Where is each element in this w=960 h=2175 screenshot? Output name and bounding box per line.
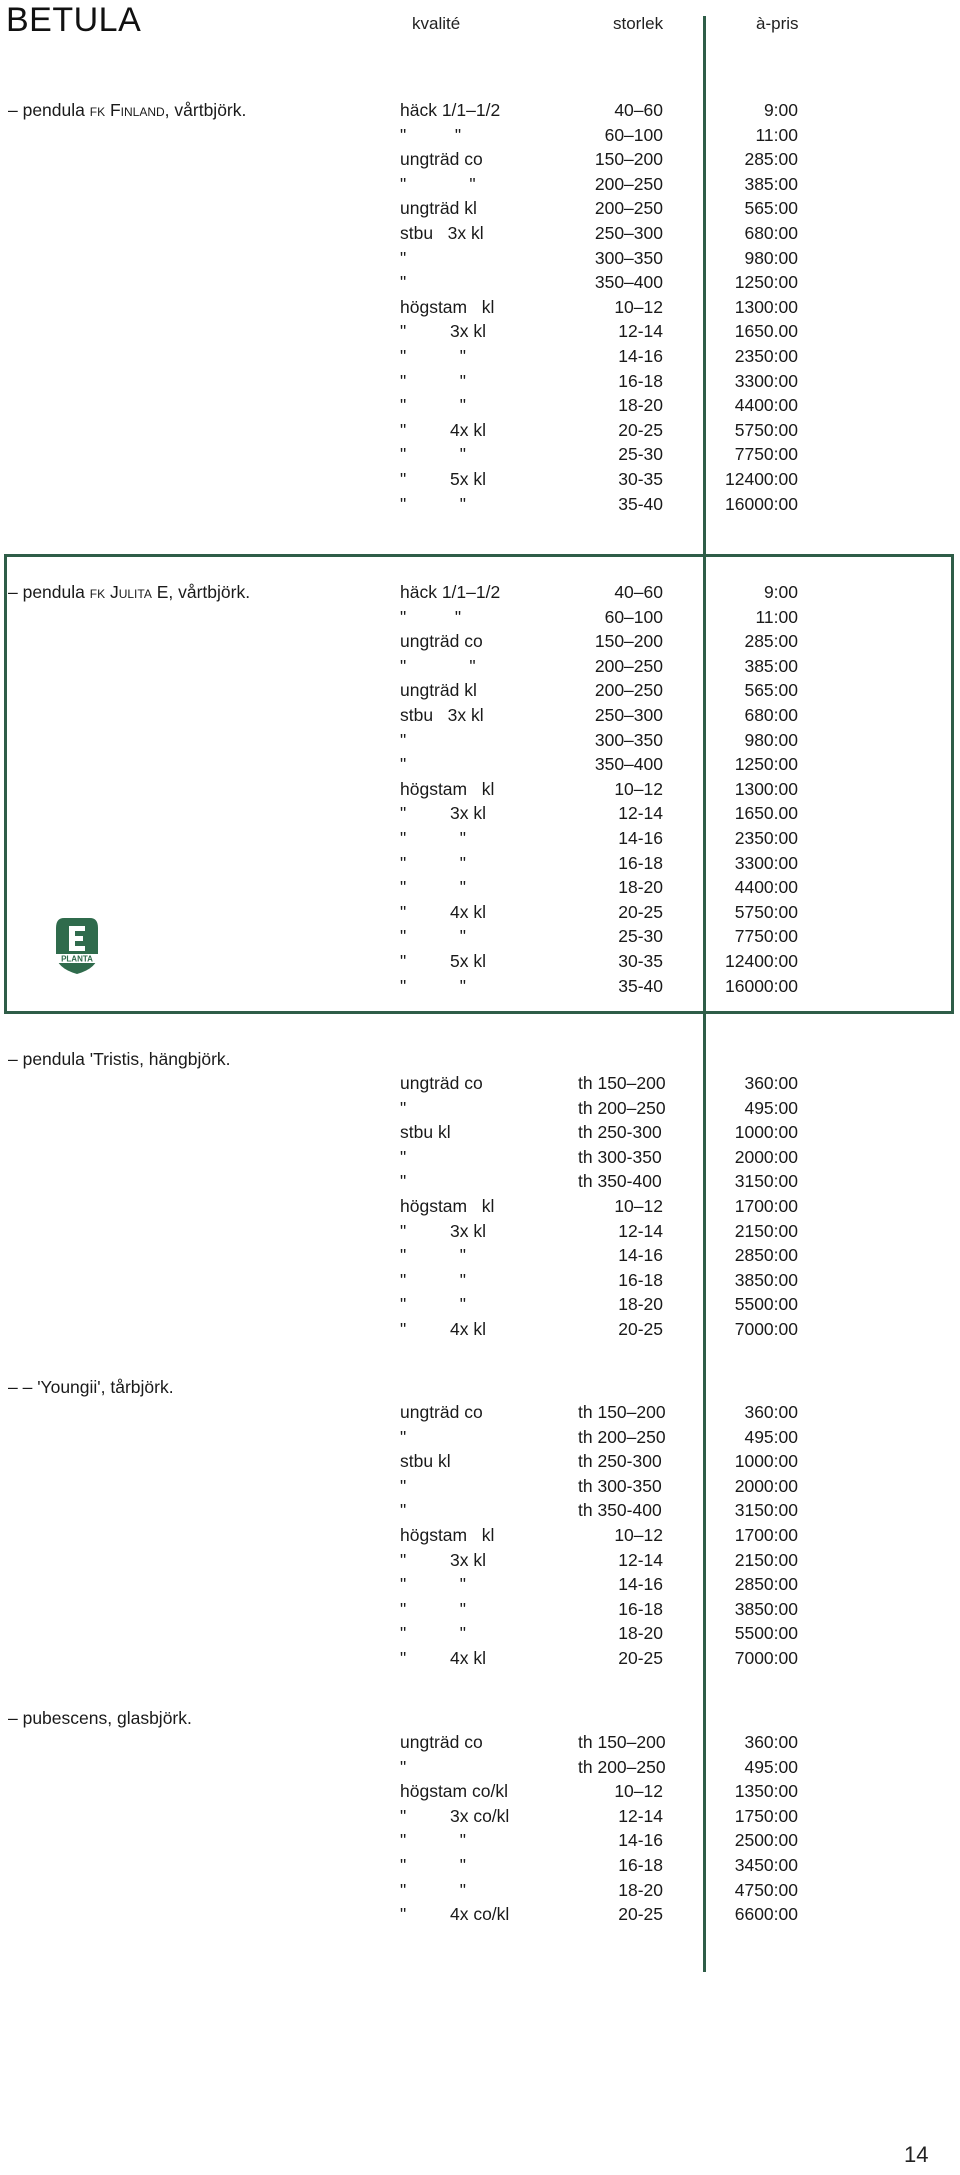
section-title <box>0 1047 960 1072</box>
size-cell: th 300-350 <box>578 1475 662 1496</box>
price-cell: 9:00 <box>763 582 798 602</box>
table-row <box>0 344 960 369</box>
quality-cell: stbu kl <box>400 1122 451 1143</box>
quality-cell: högstam kl <box>400 778 495 799</box>
title-cultivar: fk Julita <box>89 582 152 602</box>
header-size: storlek <box>613 14 664 33</box>
size-cell: 18-20 <box>618 1879 663 1900</box>
price-cell: 7750:00 <box>734 444 798 465</box>
size-cell: 200–250 <box>594 655 663 676</box>
quality-cell: " 5x kl <box>400 468 486 489</box>
table-row <box>0 1400 960 1425</box>
price-cell: 495:00 <box>744 1426 798 1447</box>
quality-cell: högstam kl <box>400 296 495 317</box>
quality-cell: häck 1/1–1/2 <box>400 582 501 602</box>
table-row <box>0 851 960 876</box>
size-cell: 16-18 <box>618 1854 663 1875</box>
price-cell: 3300:00 <box>734 370 798 391</box>
table-row <box>0 1169 960 1194</box>
size-cell: 40–60 <box>614 100 663 120</box>
size-cell: 25-30 <box>618 444 663 465</box>
table-row <box>0 826 960 851</box>
size-cell: 14-16 <box>618 827 663 848</box>
price-cell: 360:00 <box>744 1402 798 1422</box>
quality-cell: " 4x kl <box>400 1318 486 1339</box>
table-row <box>0 1219 960 1244</box>
table-row <box>0 580 960 605</box>
size-cell: th 200–250 <box>578 1756 666 1777</box>
quality-cell: " " <box>400 370 466 391</box>
table-row <box>0 1779 960 1804</box>
table-row <box>0 1878 960 1903</box>
table-row <box>0 1292 960 1317</box>
size-cell: 60–100 <box>604 124 663 145</box>
quality-cell: " 4x kl <box>400 419 486 440</box>
price-cell: 5750:00 <box>734 419 798 440</box>
section-pendula-tristis <box>0 1047 960 1072</box>
size-cell: 20-25 <box>618 419 663 440</box>
quality-cell: högstam kl <box>400 1195 495 1216</box>
size-cell: 150–200 <box>594 149 663 170</box>
table-row <box>0 1755 960 1780</box>
size-cell: 10–12 <box>614 1781 663 1802</box>
size-cell: 18-20 <box>618 395 663 416</box>
table-row <box>0 492 960 517</box>
size-cell: 20-25 <box>618 1904 663 1925</box>
quality-cell: " 3x kl <box>400 321 486 342</box>
price-cell: 7000:00 <box>734 1318 798 1339</box>
title-common: E, vårtbjörk. <box>156 582 251 602</box>
price-table <box>0 580 960 998</box>
size-cell: th 150–200 <box>578 1402 666 1422</box>
size-cell: 250–300 <box>594 704 663 725</box>
table-row <box>0 1853 960 1878</box>
price-cell: 2150:00 <box>734 1220 798 1241</box>
quality-cell: " " <box>400 1879 466 1900</box>
price-cell: 1300:00 <box>734 296 798 317</box>
title-main: – – 'Youngii', tårbjörk. <box>8 1377 174 1397</box>
quality-cell: " 3x kl <box>400 1549 486 1570</box>
size-cell: 14-16 <box>618 345 663 366</box>
price-cell: 285:00 <box>744 631 798 652</box>
price-cell: 3450:00 <box>734 1854 798 1875</box>
quality-cell: " <box>400 1756 407 1777</box>
quality-cell: " 3x kl <box>400 1220 486 1241</box>
size-cell: 12-14 <box>618 1549 663 1570</box>
price-cell: 285:00 <box>744 149 798 170</box>
quality-cell: " " <box>400 1294 466 1315</box>
price-cell: 4750:00 <box>734 1879 798 1900</box>
quality-cell: " " <box>400 827 466 848</box>
quality-cell: " " <box>400 1245 466 1266</box>
size-cell: 12-14 <box>618 321 663 342</box>
size-cell: 16-18 <box>618 370 663 391</box>
quality-cell: " 3x kl <box>400 803 486 824</box>
price-cell: 1350:00 <box>734 1781 798 1802</box>
price-cell: 7750:00 <box>734 926 798 947</box>
size-cell: 18-20 <box>618 1623 663 1644</box>
table-row <box>0 1621 960 1646</box>
table-row <box>0 605 960 630</box>
price-table <box>0 1400 960 1671</box>
price-cell: 1000:00 <box>734 1451 798 1472</box>
quality-cell: " " <box>400 1598 466 1619</box>
table-row <box>0 924 960 949</box>
size-cell: 10–12 <box>614 1524 663 1545</box>
price-cell: 7000:00 <box>734 1647 798 1668</box>
price-cell: 1300:00 <box>734 778 798 799</box>
size-cell: 250–300 <box>594 222 663 243</box>
header-quality: kvalité <box>412 14 461 33</box>
size-cell: 200–250 <box>594 173 663 194</box>
table-row <box>0 1317 960 1342</box>
logo-text: PLANTA <box>61 954 93 964</box>
section-title <box>0 1375 960 1400</box>
quality-cell: " <box>400 1097 407 1118</box>
size-cell: th 350-400 <box>578 1500 662 1521</box>
size-cell: 350–400 <box>594 754 663 775</box>
price-cell: 1700:00 <box>734 1195 798 1216</box>
table-row <box>0 1804 960 1829</box>
price-cell: 6600:00 <box>734 1904 798 1925</box>
quality-cell: ungträd kl <box>400 680 477 701</box>
quality-cell: " " <box>400 444 466 465</box>
size-cell: 300–350 <box>594 247 663 268</box>
title-common: vårtbjörk. <box>174 100 247 120</box>
price-cell: 1650.00 <box>734 321 798 342</box>
title-main: – pendula <box>8 100 85 120</box>
title-cultivar: fk Finland, <box>89 100 170 120</box>
title-main: – pendula 'Tristis, hängbjörk. <box>8 1049 231 1069</box>
price-cell: 3150:00 <box>734 1500 798 1521</box>
table-row <box>0 1194 960 1219</box>
quality-cell: " <box>400 272 407 293</box>
quality-cell: ungträd co <box>400 149 483 170</box>
price-cell: 2350:00 <box>734 827 798 848</box>
price-cell: 565:00 <box>744 680 798 701</box>
price-cell: 2000:00 <box>734 1146 798 1167</box>
price-cell: 3850:00 <box>734 1269 798 1290</box>
table-row <box>0 123 960 148</box>
price-cell: 2850:00 <box>734 1245 798 1266</box>
price-cell: 495:00 <box>744 1756 798 1777</box>
table-row <box>0 777 960 802</box>
section-pubescens <box>0 1706 960 1731</box>
table-row <box>0 974 960 999</box>
price-cell: 980:00 <box>744 247 798 268</box>
e-planta-logo <box>52 914 102 976</box>
table-row <box>0 1096 960 1121</box>
table-row <box>0 703 960 728</box>
table-row <box>0 1120 960 1145</box>
price-cell: 1750:00 <box>734 1805 798 1826</box>
quality-cell: " " <box>400 395 466 416</box>
table-row <box>0 801 960 826</box>
price-cell: 5500:00 <box>734 1623 798 1644</box>
size-cell: th 150–200 <box>578 1073 666 1093</box>
table-row <box>0 728 960 753</box>
price-cell: 360:00 <box>744 1732 798 1752</box>
table-row <box>0 467 960 492</box>
quality-cell: " 5x kl <box>400 950 486 971</box>
quality-cell: " " <box>400 493 466 514</box>
table-row <box>0 172 960 197</box>
section-title <box>0 1706 960 1731</box>
table-row <box>0 319 960 344</box>
quality-cell: " " <box>400 877 466 898</box>
table-row <box>0 752 960 777</box>
size-cell: th 300-350 <box>578 1146 662 1167</box>
price-table <box>0 98 960 516</box>
size-cell: th 200–250 <box>578 1426 666 1447</box>
size-cell: th 250-300 <box>578 1122 662 1143</box>
quality-cell: högstam kl <box>400 1524 495 1545</box>
table-row <box>0 369 960 394</box>
table-row <box>0 1828 960 1853</box>
size-cell: 150–200 <box>594 631 663 652</box>
size-cell: 10–12 <box>614 296 663 317</box>
size-cell: th 350-400 <box>578 1171 662 1192</box>
price-cell: 3850:00 <box>734 1598 798 1619</box>
section-youngii <box>0 1375 960 1400</box>
table-row <box>0 221 960 246</box>
price-cell: 495:00 <box>744 1097 798 1118</box>
price-cell: 1250:00 <box>734 272 798 293</box>
quality-cell: " <box>400 1500 407 1521</box>
table-row <box>0 418 960 443</box>
quality-cell: " " <box>400 1830 466 1851</box>
table-row <box>0 1268 960 1293</box>
size-cell: 300–350 <box>594 729 663 750</box>
table-row <box>0 147 960 172</box>
price-cell: 2350:00 <box>734 345 798 366</box>
table-row <box>0 1449 960 1474</box>
page-title: BETULA <box>6 1 142 39</box>
quality-cell: " <box>400 1146 407 1167</box>
price-cell: 11:00 <box>755 124 798 145</box>
table-row <box>0 1498 960 1523</box>
size-cell: 200–250 <box>594 198 663 219</box>
size-cell: 12-14 <box>618 1220 663 1241</box>
price-cell: 1000:00 <box>734 1122 798 1143</box>
table-row <box>0 98 960 123</box>
quality-cell: " <box>400 1171 407 1192</box>
price-cell: 1650.00 <box>734 803 798 824</box>
table-row <box>0 1572 960 1597</box>
quality-cell: " " <box>400 1269 466 1290</box>
quality-cell: ungträd co <box>400 631 483 652</box>
quality-cell: " <box>400 754 407 775</box>
size-cell: th 200–250 <box>578 1097 666 1118</box>
price-cell: 680:00 <box>744 222 798 243</box>
price-cell: 3300:00 <box>734 852 798 873</box>
price-table <box>0 1730 960 1927</box>
price-cell: 565:00 <box>744 198 798 219</box>
quality-cell: ungträd co <box>400 1073 483 1093</box>
quality-cell: " " <box>400 852 466 873</box>
table-row <box>0 678 960 703</box>
size-cell: 350–400 <box>594 272 663 293</box>
size-cell: 35-40 <box>618 975 663 996</box>
table-row <box>0 1474 960 1499</box>
size-cell: 18-20 <box>618 1294 663 1315</box>
price-cell: 3150:00 <box>734 1171 798 1192</box>
table-row <box>0 442 960 467</box>
price-cell: 1250:00 <box>734 754 798 775</box>
quality-cell: högstam co/kl <box>400 1781 508 1802</box>
size-cell: 20-25 <box>618 1647 663 1668</box>
price-cell: 2500:00 <box>734 1830 798 1851</box>
quality-cell: stbu 3x kl <box>400 704 484 725</box>
quality-cell: " " <box>400 1854 466 1875</box>
quality-cell: ungträd co <box>400 1402 483 1422</box>
quality-cell: " " <box>400 173 476 194</box>
table-row <box>0 196 960 221</box>
size-cell: 14-16 <box>618 1830 663 1851</box>
table-row <box>0 875 960 900</box>
table-row <box>0 629 960 654</box>
table-row <box>0 1071 960 1096</box>
price-cell: 4400:00 <box>734 395 798 416</box>
price-cell: 16000:00 <box>725 493 798 514</box>
size-cell: 16-18 <box>618 1598 663 1619</box>
quality-cell: " " <box>400 975 466 996</box>
size-cell: 18-20 <box>618 877 663 898</box>
price-cell: 5500:00 <box>734 1294 798 1315</box>
price-cell: 5750:00 <box>734 901 798 922</box>
quality-cell: " " <box>400 1623 466 1644</box>
price-cell: 11:00 <box>755 606 798 627</box>
quality-cell: " <box>400 1426 407 1447</box>
table-row <box>0 1597 960 1622</box>
table-row <box>0 1145 960 1170</box>
size-cell: 35-40 <box>618 493 663 514</box>
price-cell: 385:00 <box>744 655 798 676</box>
header-price: à-pris <box>756 14 799 33</box>
quality-cell: stbu kl <box>400 1451 451 1472</box>
price-cell: 680:00 <box>744 704 798 725</box>
quality-cell: " <box>400 247 407 268</box>
size-cell: 25-30 <box>618 926 663 947</box>
table-row <box>0 1523 960 1548</box>
quality-cell: " " <box>400 1574 466 1595</box>
price-cell: 9:00 <box>763 100 798 120</box>
quality-cell: " " <box>400 124 462 145</box>
table-row <box>0 654 960 679</box>
price-cell: 2850:00 <box>734 1574 798 1595</box>
price-cell: 1700:00 <box>734 1524 798 1545</box>
table-row <box>0 1425 960 1450</box>
title-main: – pubescens, glasbjörk. <box>8 1708 192 1728</box>
quality-cell: " " <box>400 606 462 627</box>
price-cell: 2150:00 <box>734 1549 798 1570</box>
size-cell: 40–60 <box>614 582 663 602</box>
size-cell: 16-18 <box>618 1269 663 1290</box>
size-cell: 16-18 <box>618 852 663 873</box>
table-row <box>0 1548 960 1573</box>
table-row <box>0 270 960 295</box>
table-row <box>0 1646 960 1671</box>
table-row <box>0 393 960 418</box>
size-cell: th 150–200 <box>578 1732 666 1752</box>
price-cell: 12400:00 <box>725 468 798 489</box>
size-cell: 200–250 <box>594 680 663 701</box>
table-row <box>0 295 960 320</box>
size-cell: 30-35 <box>618 468 663 489</box>
size-cell: th 250-300 <box>578 1451 662 1472</box>
quality-cell: ungträd kl <box>400 198 477 219</box>
quality-cell: " " <box>400 345 466 366</box>
size-cell: 12-14 <box>618 803 663 824</box>
size-cell: 20-25 <box>618 1318 663 1339</box>
price-cell: 385:00 <box>744 173 798 194</box>
quality-cell: " " <box>400 655 476 676</box>
price-cell: 980:00 <box>744 729 798 750</box>
quality-cell: " 4x kl <box>400 1647 486 1668</box>
quality-cell: " 4x kl <box>400 901 486 922</box>
size-cell: 20-25 <box>618 901 663 922</box>
size-cell: 14-16 <box>618 1574 663 1595</box>
size-cell: 10–12 <box>614 778 663 799</box>
quality-cell: " 3x co/kl <box>400 1805 510 1826</box>
table-row <box>0 1902 960 1927</box>
quality-cell: " <box>400 729 407 750</box>
table-row <box>0 1243 960 1268</box>
price-cell: 2000:00 <box>734 1475 798 1496</box>
size-cell: 14-16 <box>618 1245 663 1266</box>
size-cell: 30-35 <box>618 950 663 971</box>
price-table <box>0 1071 960 1342</box>
table-row <box>0 246 960 271</box>
quality-cell: " 4x co/kl <box>400 1904 510 1925</box>
size-cell: 10–12 <box>614 1195 663 1216</box>
quality-cell: " <box>400 1475 407 1496</box>
page-number: 14 <box>904 2142 929 2167</box>
table-row <box>0 900 960 925</box>
title-main: – pendula <box>8 582 85 602</box>
price-cell: 4400:00 <box>734 877 798 898</box>
price-cell: 16000:00 <box>725 975 798 996</box>
table-row <box>0 949 960 974</box>
quality-cell: " " <box>400 926 466 947</box>
price-cell: 12400:00 <box>725 950 798 971</box>
size-cell: 60–100 <box>604 606 663 627</box>
quality-cell: häck 1/1–1/2 <box>400 100 501 120</box>
price-cell: 360:00 <box>744 1073 798 1093</box>
quality-cell: stbu 3x kl <box>400 222 484 243</box>
size-cell: 12-14 <box>618 1805 663 1826</box>
quality-cell: ungträd co <box>400 1732 483 1752</box>
table-row <box>0 1730 960 1755</box>
